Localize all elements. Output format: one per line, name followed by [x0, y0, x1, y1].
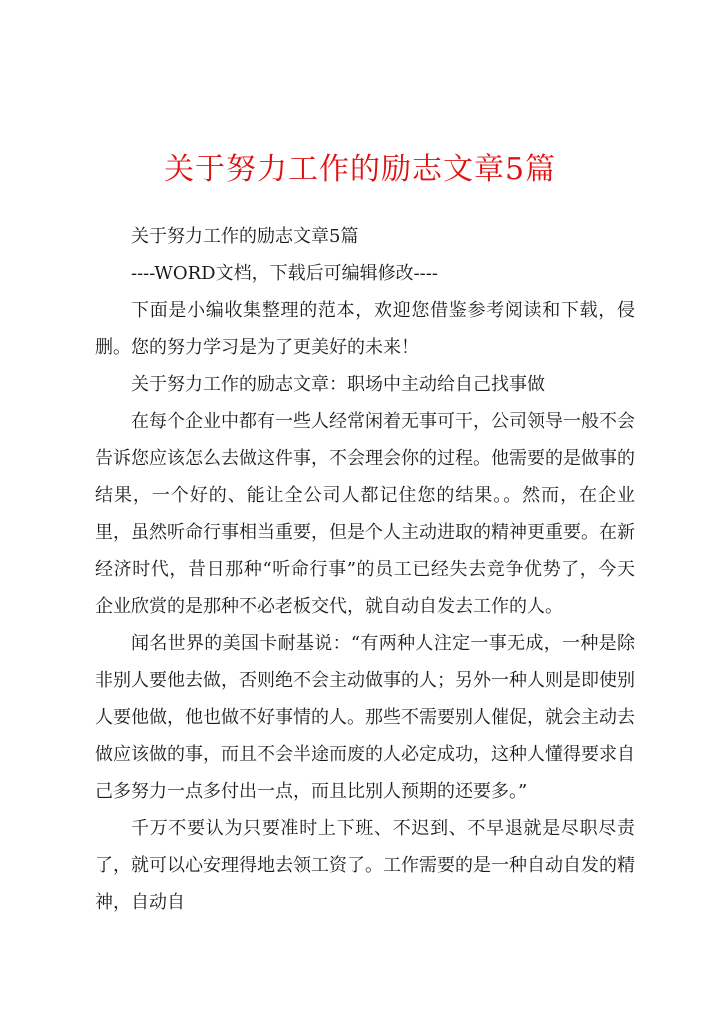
document-body — [95, 218, 635, 921]
paragraph-word-note: ----WORD文档，下载后可编辑修改---- — [131, 263, 438, 284]
document-title: 关于努力工作的励志文章5篇 — [163, 152, 557, 187]
paragraph-intro: 下面是小编收集整理的范本，欢迎您借鉴参考阅读和下载，侵删。您的努力学习是为了更美好的未来！ — [95, 300, 635, 358]
paragraph-body: 在每个企业中都有一些人经常闲着无事可干，公司领导一般不会告诉您应该怎么去做这件事，不会理会你的过程。他需要的是做事的结果，一个好的、能让全公司人都记住您的结果。。然而，在企业里，虽然听命行事相当重要，但是个人主动进取的精神更重要。在新经济时代，昔日那种“听命行事”的员工已经失去竞争优势了，今天企业欣赏的是那种不必老板交代，就自动自发去工作的人。 — [95, 411, 635, 617]
paragraph-section-heading: 关于努力工作的励志文章：职场中主动给自己找事做 — [131, 374, 545, 395]
paragraph-body: 千万不要认为只要准时上下班、不迟到、不早退就是尽职尽责了，就可以心安理得地去领工资了。工作需要的是一种自动自发的精神，自动自 — [95, 818, 635, 913]
paragraph-subtitle: 关于努力工作的励志文章5篇 — [131, 226, 359, 247]
paragraph-body: 闻名世界的美国卡耐基说：“有两种人注定一事无成，一种是除非别人要他去做，否则绝不会主动做事的人；另外一种人则是即使别人要他做，他也做不好事情的人。那些不需要别人催促，就会主动去做应该做的事，而且不会半途而废的人必定成功，这种人懂得要求自己多努力一点多付出一点，而且比别人预期的还要多。” — [95, 633, 635, 802]
